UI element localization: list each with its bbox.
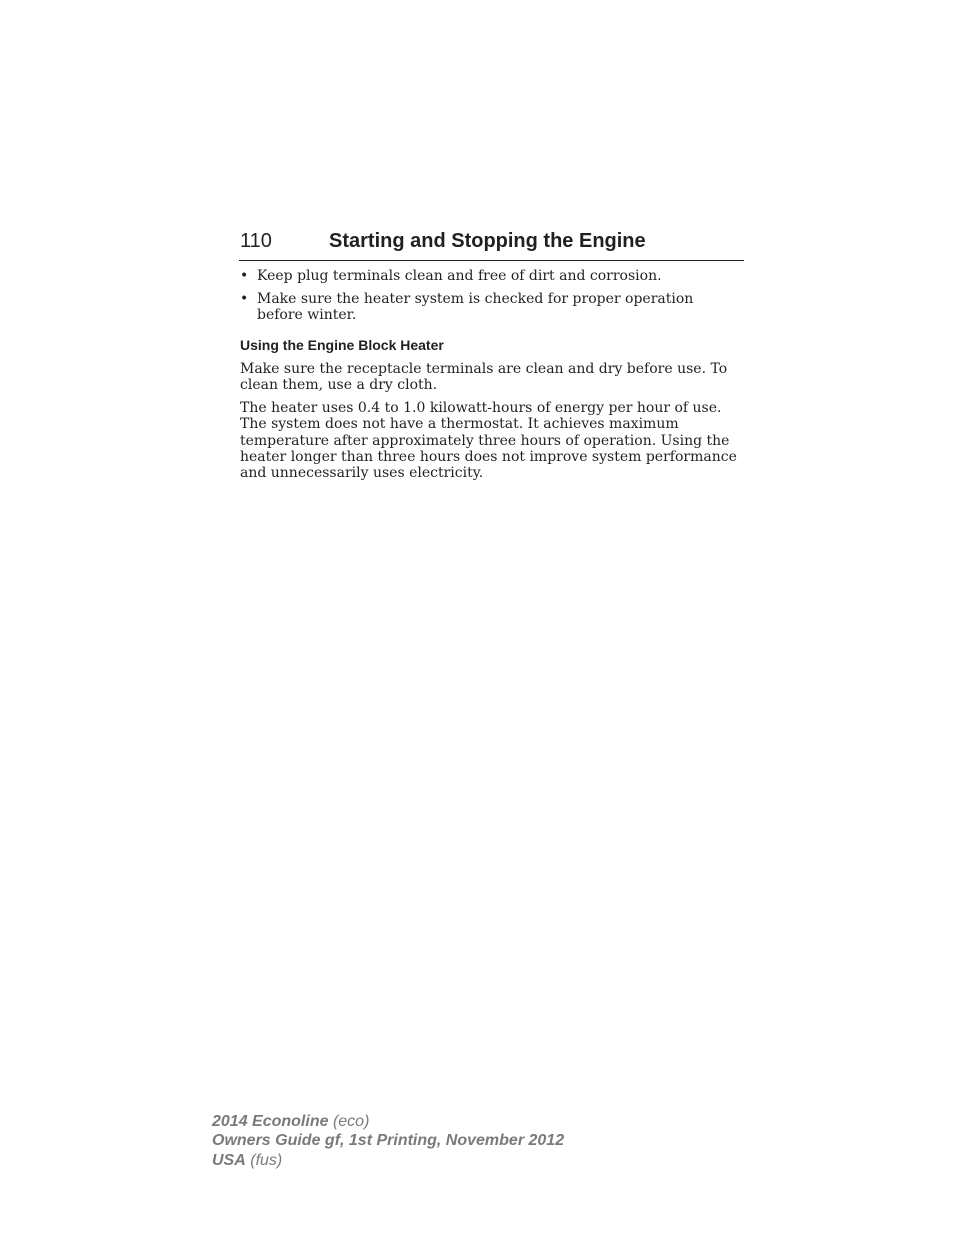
footer-line-model	[212, 1112, 564, 1131]
page-header	[239, 228, 744, 261]
footer-line-guide	[212, 1131, 564, 1150]
page-number: 110	[240, 230, 272, 252]
paragraph: The heater uses 0.4 to 1.0 kilowatt-hours of energy per hour of use. The system does not have a thermostat. It achieves maximum temperature after approximately three hours of operation. Using the heater longer than three hours does not improve system performance and unnecessarily uses electricity.	[240, 399, 737, 482]
footer-model-code: (eco)	[332, 1113, 370, 1130]
bullet-icon: •	[240, 268, 249, 284]
footer-region: USA	[212, 1151, 246, 1169]
list-item	[240, 291, 740, 324]
paragraph: Make sure the receptacle terminals are clean and dry before use. To clean them, use a dry cloth.	[240, 360, 728, 394]
page-footer	[212, 1112, 564, 1170]
list-item	[240, 268, 740, 284]
bullet-list	[240, 268, 740, 323]
section-heading: Using the Engine Block Heater	[240, 337, 444, 354]
chapter-title: Starting and Stopping the Engine	[329, 230, 646, 252]
bullet-text: Make sure the heater system is checked for proper operation before winter.	[257, 290, 694, 324]
bullet-icon: •	[240, 290, 249, 307]
footer-region-code: (fus)	[250, 1151, 283, 1169]
footer-guide: Owners Guide gf, 1st Printing, November 2012	[212, 1132, 565, 1150]
bullet-text: Keep plug terminals clean and free of dirt and corrosion.	[257, 268, 662, 284]
footer-model: 2014 Econoline	[212, 1113, 329, 1130]
page-body	[240, 268, 740, 488]
footer-line-region	[212, 1151, 564, 1170]
